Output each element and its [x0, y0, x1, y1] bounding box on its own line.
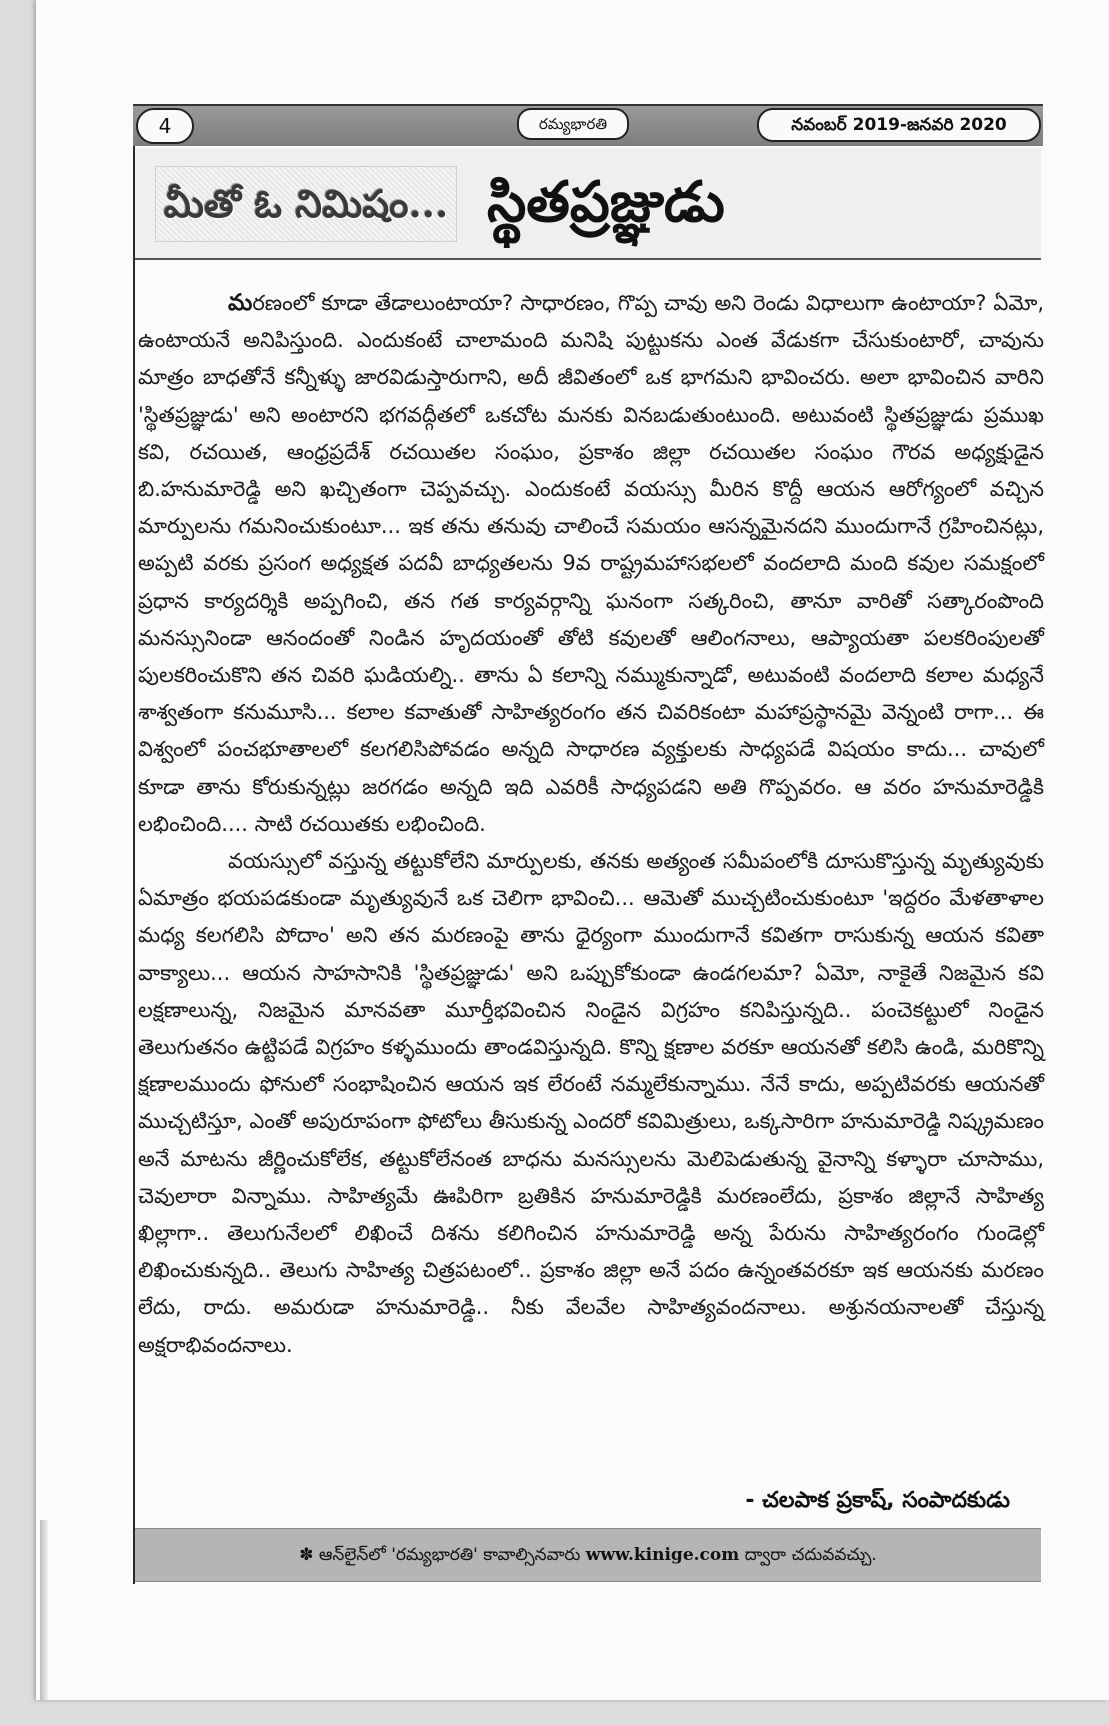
article-paragraph	[138, 285, 1044, 843]
column-name: మీతో ఓ నిమిషం...	[155, 166, 457, 242]
footer-note	[135, 1529, 1041, 1581]
footer-banner	[135, 1528, 1041, 1582]
page-number: 4	[136, 108, 194, 144]
drop-cap: మ	[228, 290, 253, 316]
footer-prefix: ✽ ఆన్‌లైన్‌లో 'రమ్యభారతి' కావాల్సినవారు	[299, 1545, 581, 1565]
article-body	[138, 285, 1044, 1364]
page-edge	[40, 1520, 48, 1700]
footer-suffix: ద్వారా చదువవచ్చు.	[744, 1545, 877, 1565]
magazine-logo: రమ్యభారతి	[517, 108, 629, 140]
title-banner	[135, 148, 1041, 260]
author-byline: - చలపాక ప్రకాష్, సంపాదకుడు	[745, 1488, 1010, 1513]
article-headline: స్థితప్రజ్ఞుడు	[487, 170, 725, 235]
article-paragraph: వయస్సులో వస్తున్న తట్టుకోలేని మార్పులకు, తనకు అత్యంత సమీపంలోకి దూసుకొస్తున్న మృత్యువుకు ఏమాత్రం భయపడకుండా మృత్యువునే ఒక చెలిగా భావించి... ఆమెతో ముచ్చటించుకుంటూ 'ఇద్దరం మేళతాళాల మధ్య కలగలిసి పోదాం' అని తన మరణంపై తాను ధైర్యంగా ముందుగానే కవితగా రాసుకున్న ఆయన కవితా వాక్యాలు... ఆయన సాహసానికి 'స్థితప్రజ్ఞుడు' అని ఒప్పుకోకుండా ఉండగలమా? ఏమో, నాకైతే నిజమైన కవి లక్షణాలున్న, నిజమైన మానవతా మూర్తీభవించిన నిండైన విగ్రహం కనిపిస్తున్నది.. పంచెకట్టులో నిండైన తెలుగుతనం ఉట్టిపడే విగ్రహం కళ్ళముందు తాండవిస్తున్నది. కొన్ని క్షణాల వరకూ ఆయనతో కలిసి ఉండి, మరికొన్ని క్షణాలముందు ఫోనులో సంభాషించిన ఆయన ఇక లేరంటే నమ్మలేకున్నాము. నేనే కాదు, అప్పటివరకు ఆయనతో ముచ్చటిస్తూ, ఎంతో అపురూపంగా ఫోటోలు తీసుకున్న ఎందరో కవిమిత్రులు, ఒక్కసారిగా హనుమారెడ్డి నిష్క్రమణం అనే మాటను జీర్ణించుకోలేక, తట్టుకోలేనంత బాధను మనస్సులను మెలిపెడుతున్న వైనాన్ని కళ్ళారా చూసాము, చెవులారా విన్నాము. సాహిత్యమే ఊపిరిగా బ్రతికిన హనుమారెడ్డికి మరణంలేదు, ప్రకాశం జిల్లానే సాహిత్య ఖిల్లాగా.. తెలుగునేలలో లిఖించే దిశను కలిగించిన హనుమారెడ్డి అన్న పేరును సాహిత్యరంగం గుండెల్లో లిఖించుకున్నది.. తెలుగు సాహిత్య చిత్రపటంలో.. ప్రకాశం జిల్లా అనే పదం ఉన్నంతవరకూ ఇక ఆయనకు మరణం లేదు, రాదు. అమరుడా హనుమారెడ్డి.. నీకు వేలవేల సాహిత్యవందనాలు. అశ్రునయనాలతో చేస్తున్న అక్షరాభివందనాలు.	[138, 849, 1044, 1357]
issue-date: నవంబర్ 2019-జనవరి 2020	[757, 108, 1041, 142]
website-link[interactable]: www.kinige.com	[585, 1545, 740, 1565]
paragraph-text: రణంలో కూడా తేడాలుంటాయా? సాధారణం, గొప్ప చావు అని రెండు విధాలుగా ఉంటాయా? ఏమో, ఉంటాయనే అనిపిస్తుంది. ఎందుకంటే చాలామంది మనిషి పుట్టుకను ఎంత వేడుకగా చేసుకుంటారో, చావును మాత్రం బాధతోనే కన్నీళ్ళు జారవిడుస్తారుగాని, అదీ జీవితంలో ఒక భాగమని భావించరు. అలా భావించిన వారిని 'స్థితప్రజ్ఞుడు' అని అంటారని భగవద్గీతలో ఒకచోట మనకు వినబడుతుంటుంది. అటువంటి స్థితప్రజ్ఞుడు ప్రముఖ కవి, రచయిత, ఆంధ్రప్రదేశ్ రచయితల సంఘం, ప్రకాశం జిల్లా రచయితల సంఘం గౌరవ అధ్యక్షుడైన బి.హనుమారెడ్డి అని ఖచ్చితంగా చెప్పవచ్చు. ఎందుకంటే వయస్సు మీరిన కొద్దీ ఆయన ఆరోగ్యంలో వచ్చిన మార్పులను గమనించుకుంటూ... ఇక తను తనువు చాలించే సమయం ఆసన్నమైనదని ముందుగానే గ్రహించినట్లు, అప్పటి వరకు ప్రసంగ అధ్యక్షత పదవీ బాధ్యతలను 9వ రాష్ట్రమహాసభలలో వందలాది మంది కవుల సమక్షంలో ప్రధాన కార్యదర్శికి అప్పగించి, తన గత కార్యవర్గాన్ని ఘనంగా సత్కరించి, తానూ వారితో సత్కారంపొంది మనస్సునిండా ఆనందంతో నిండిన హృదయంతో తోటి కవులతో ఆలింగనాలు, ఆప్యాయతా పలకరింపులతో పులకరించుకొని తన చివరి ఘడియల్ని.. తాను ఏ కలాన్ని నమ్ముకున్నాడో, అటువంటి వందలాది కలాల మధ్యనే శాశ్వతంగా కనుమూసి... కలాల కవాతుతో సాహిత్యరంగం తన చివరికంటా మహాప్రస్థానమై వెన్నంటి రాగా... ఈ విశ్వంలో పంచభూతాలలో కలగలిసిపోవడం అన్నది సాధారణ వ్యక్తులకు సాధ్యపడే విషయం కాదు... చావులో కూడా తాను కోరుకున్నట్లు జరగడం అన్నది ఇది ఎవరికీ సాధ్యపడని అతి గొప్పవరం. ఆ వరం హనుమారెడ్డికి లభించింది.... సాటి రచయితకు లభించింది.	[138, 291, 1044, 836]
